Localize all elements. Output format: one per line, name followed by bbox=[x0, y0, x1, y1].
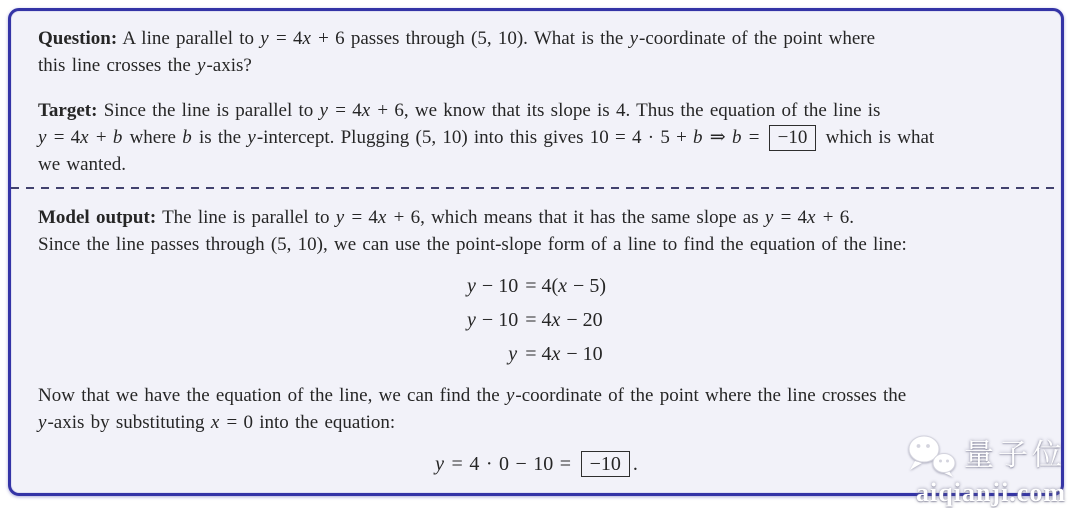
boxed-answer: −10 bbox=[769, 125, 817, 151]
text-run: we wanted. bbox=[38, 154, 127, 175]
text-run: , which means that it has the same slope as bbox=[420, 207, 765, 228]
math-run: (5, 10) bbox=[270, 234, 323, 255]
final-equation bbox=[38, 450, 1035, 478]
text-run: Now that we have the equation of the line, we can find the bbox=[38, 385, 506, 406]
equation-lhs bbox=[467, 342, 518, 366]
text-run: -coordinate of the point where the line crosses the bbox=[515, 385, 907, 406]
text-run: where bbox=[123, 127, 183, 148]
math-run: y bbox=[38, 412, 47, 433]
math-run: y − 10 bbox=[467, 309, 519, 331]
math-run: = 4x − 10 bbox=[525, 343, 603, 365]
watermark-brand: 量子位 bbox=[964, 439, 1066, 472]
text-run: is the bbox=[192, 127, 248, 148]
model-output-conclusion bbox=[38, 382, 1035, 436]
equation-rhs bbox=[525, 274, 606, 298]
text-run: . bbox=[849, 207, 854, 228]
math-run: x = 0 bbox=[210, 412, 253, 433]
text-run: . What is the bbox=[523, 28, 630, 49]
text-run: The line is parallel to bbox=[156, 207, 336, 228]
math-run: y bbox=[197, 55, 206, 76]
text-run: . bbox=[632, 453, 638, 475]
math-run: y bbox=[629, 28, 639, 49]
text-run: passes through bbox=[344, 28, 472, 49]
equation-lhs bbox=[467, 274, 518, 298]
math-run: y bbox=[247, 127, 256, 148]
bold-label: Target: bbox=[38, 100, 98, 121]
model-output-paragraph bbox=[38, 204, 1035, 258]
text-run: A line parallel to bbox=[117, 28, 261, 49]
math-problem-panel bbox=[8, 8, 1064, 496]
text-run: Since the line is parallel to bbox=[97, 100, 320, 121]
math-run: y = 4x + 6 bbox=[764, 207, 850, 228]
bold-label: Question: bbox=[38, 28, 118, 49]
text-run: -intercept. Plugging bbox=[256, 127, 416, 148]
text-run: , we can use the point-slope form of a line to find the equation of the line: bbox=[322, 234, 907, 255]
text-run: -axis by substituting bbox=[47, 412, 211, 433]
equation-block bbox=[467, 274, 606, 366]
math-run: y = 4x + 6 bbox=[260, 28, 345, 49]
math-run: (5, 10) bbox=[415, 127, 468, 148]
math-run: y − 10 bbox=[467, 275, 519, 297]
question-paragraph bbox=[38, 25, 1035, 79]
text-run: -axis? bbox=[206, 55, 252, 76]
math-run: b bbox=[182, 127, 192, 148]
text-run: into this gives bbox=[467, 127, 590, 148]
math-run: = 4(x − 5) bbox=[525, 275, 606, 297]
equation-lhs bbox=[467, 308, 518, 332]
text-run: this line crosses the bbox=[38, 55, 198, 76]
watermark bbox=[904, 432, 1066, 506]
math-run: y = 4x + b bbox=[38, 127, 123, 148]
math-run: y bbox=[505, 385, 515, 406]
wechat-bubbles-icon bbox=[904, 432, 960, 480]
dashed-separator bbox=[11, 187, 1061, 189]
math-run: = 4x − 20 bbox=[525, 309, 603, 331]
text-run: , we know that its slope is 4. Thus the equation of the line is bbox=[403, 100, 881, 121]
text-run: Since the line passes through bbox=[38, 234, 271, 255]
text-run: into the equation: bbox=[252, 412, 396, 433]
math-run: y = 4x + 6 bbox=[319, 100, 404, 121]
target-paragraph bbox=[38, 97, 1035, 178]
math-run: y bbox=[508, 343, 518, 365]
text-run: which is what bbox=[819, 127, 935, 148]
bold-label: Model output: bbox=[38, 207, 157, 228]
math-run: y = 4x + 6 bbox=[335, 207, 421, 228]
text-run: -coordinate of the point where bbox=[639, 28, 876, 49]
equation-rhs bbox=[525, 308, 606, 332]
math-run: (5, 10) bbox=[471, 28, 524, 49]
boxed-answer: −10 bbox=[581, 451, 630, 477]
watermark-site: aiqianji.com bbox=[916, 478, 1066, 507]
math-run: 10 = 4 · 5 + b ⇒ b = bbox=[589, 127, 760, 148]
equation-rhs bbox=[525, 342, 606, 366]
math-run: y = 4 · 0 − 10 = bbox=[435, 453, 572, 475]
